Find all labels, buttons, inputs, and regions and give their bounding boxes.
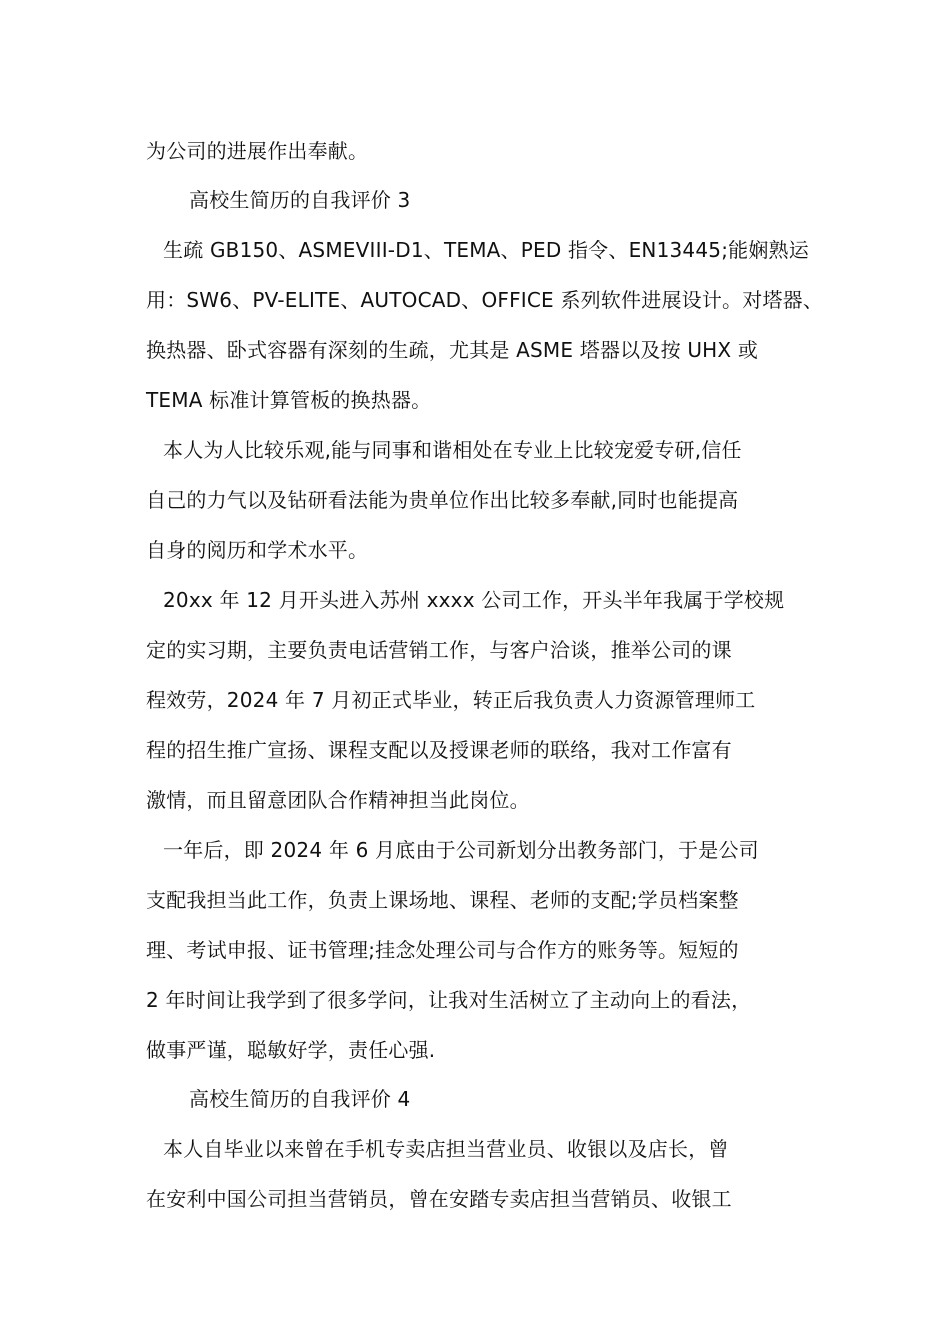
text-line-21: 本人自毕业以来曾在手机专卖店担当营业员、收银以及店长，曾 xyxy=(163,1137,729,1161)
text-line-7: 本人为人比较乐观,能与同事和谐相处在专业上比较宠爱专研,信任 xyxy=(163,438,742,462)
text-line-1: 为公司的进展作出奉献。 xyxy=(146,139,369,163)
section-heading-4: 高校生简历的自我评价 4 xyxy=(189,1087,411,1111)
text-line-18: 2 年时间让我学到了很多学问，让我对生活树立了主动向上的看法， xyxy=(146,988,752,1012)
text-line-10: 20xx 年 12 月开头进入苏州 xxxx 公司工作，开头半年我属于学校规 xyxy=(163,588,785,612)
text-line-12: 程效劳，2024 年 7 月初正式毕业，转正后我负责人力资源管理师工 xyxy=(146,688,756,712)
text-line-16: 支配我担当此工作，负责上课场地、课程、老师的支配;学员档案整 xyxy=(146,888,739,912)
text-line-14: 激情，而且留意团队合作精神担当此岗位。 xyxy=(146,788,530,812)
text-line-8: 自己的力气以及钻研看法能为贵单位作出比较多奉献,同时也能提高 xyxy=(146,488,739,512)
text-line-15: 一年后，即 2024 年 6 月底由于公司新划分出教务部门，于是公司 xyxy=(163,838,759,862)
text-line-9: 自身的阅历和学术水平。 xyxy=(146,538,369,562)
text-line-17: 理、考试申报、证书管理;挂念处理公司与合作方的账务等。短短的 xyxy=(146,938,739,962)
text-line-19: 做事严谨，聪敏好学，责任心强. xyxy=(146,1038,436,1062)
section-heading-3: 高校生简历的自我评价 3 xyxy=(189,188,411,212)
text-line-5: 换热器、卧式容器有深刻的生疏，尤其是 ASME 塔器以及按 UHX 或 xyxy=(146,338,759,362)
text-line-13: 程的招生推广宣扬、课程支配以及授课老师的联络，我对工作富有 xyxy=(146,738,732,762)
text-line-6: TEMA 标准计算管板的换热器。 xyxy=(146,388,432,412)
text-line-3: 生疏 GB150、ASMEVIII-D1、TEMA、PED 指令、EN13445;能娴熟运 xyxy=(163,238,809,262)
text-line-4: 用：SW6、PV-ELITE、AUTOCAD、OFFICE 系列软件进展设计。对塔器、 xyxy=(146,288,824,312)
text-line-11: 定的实习期，主要负责电话营销工作，与客户洽谈，推举公司的课 xyxy=(146,638,732,662)
text-line-22: 在安利中国公司担当营销员，曾在安踏专卖店担当营销员、收银工 xyxy=(146,1187,732,1211)
